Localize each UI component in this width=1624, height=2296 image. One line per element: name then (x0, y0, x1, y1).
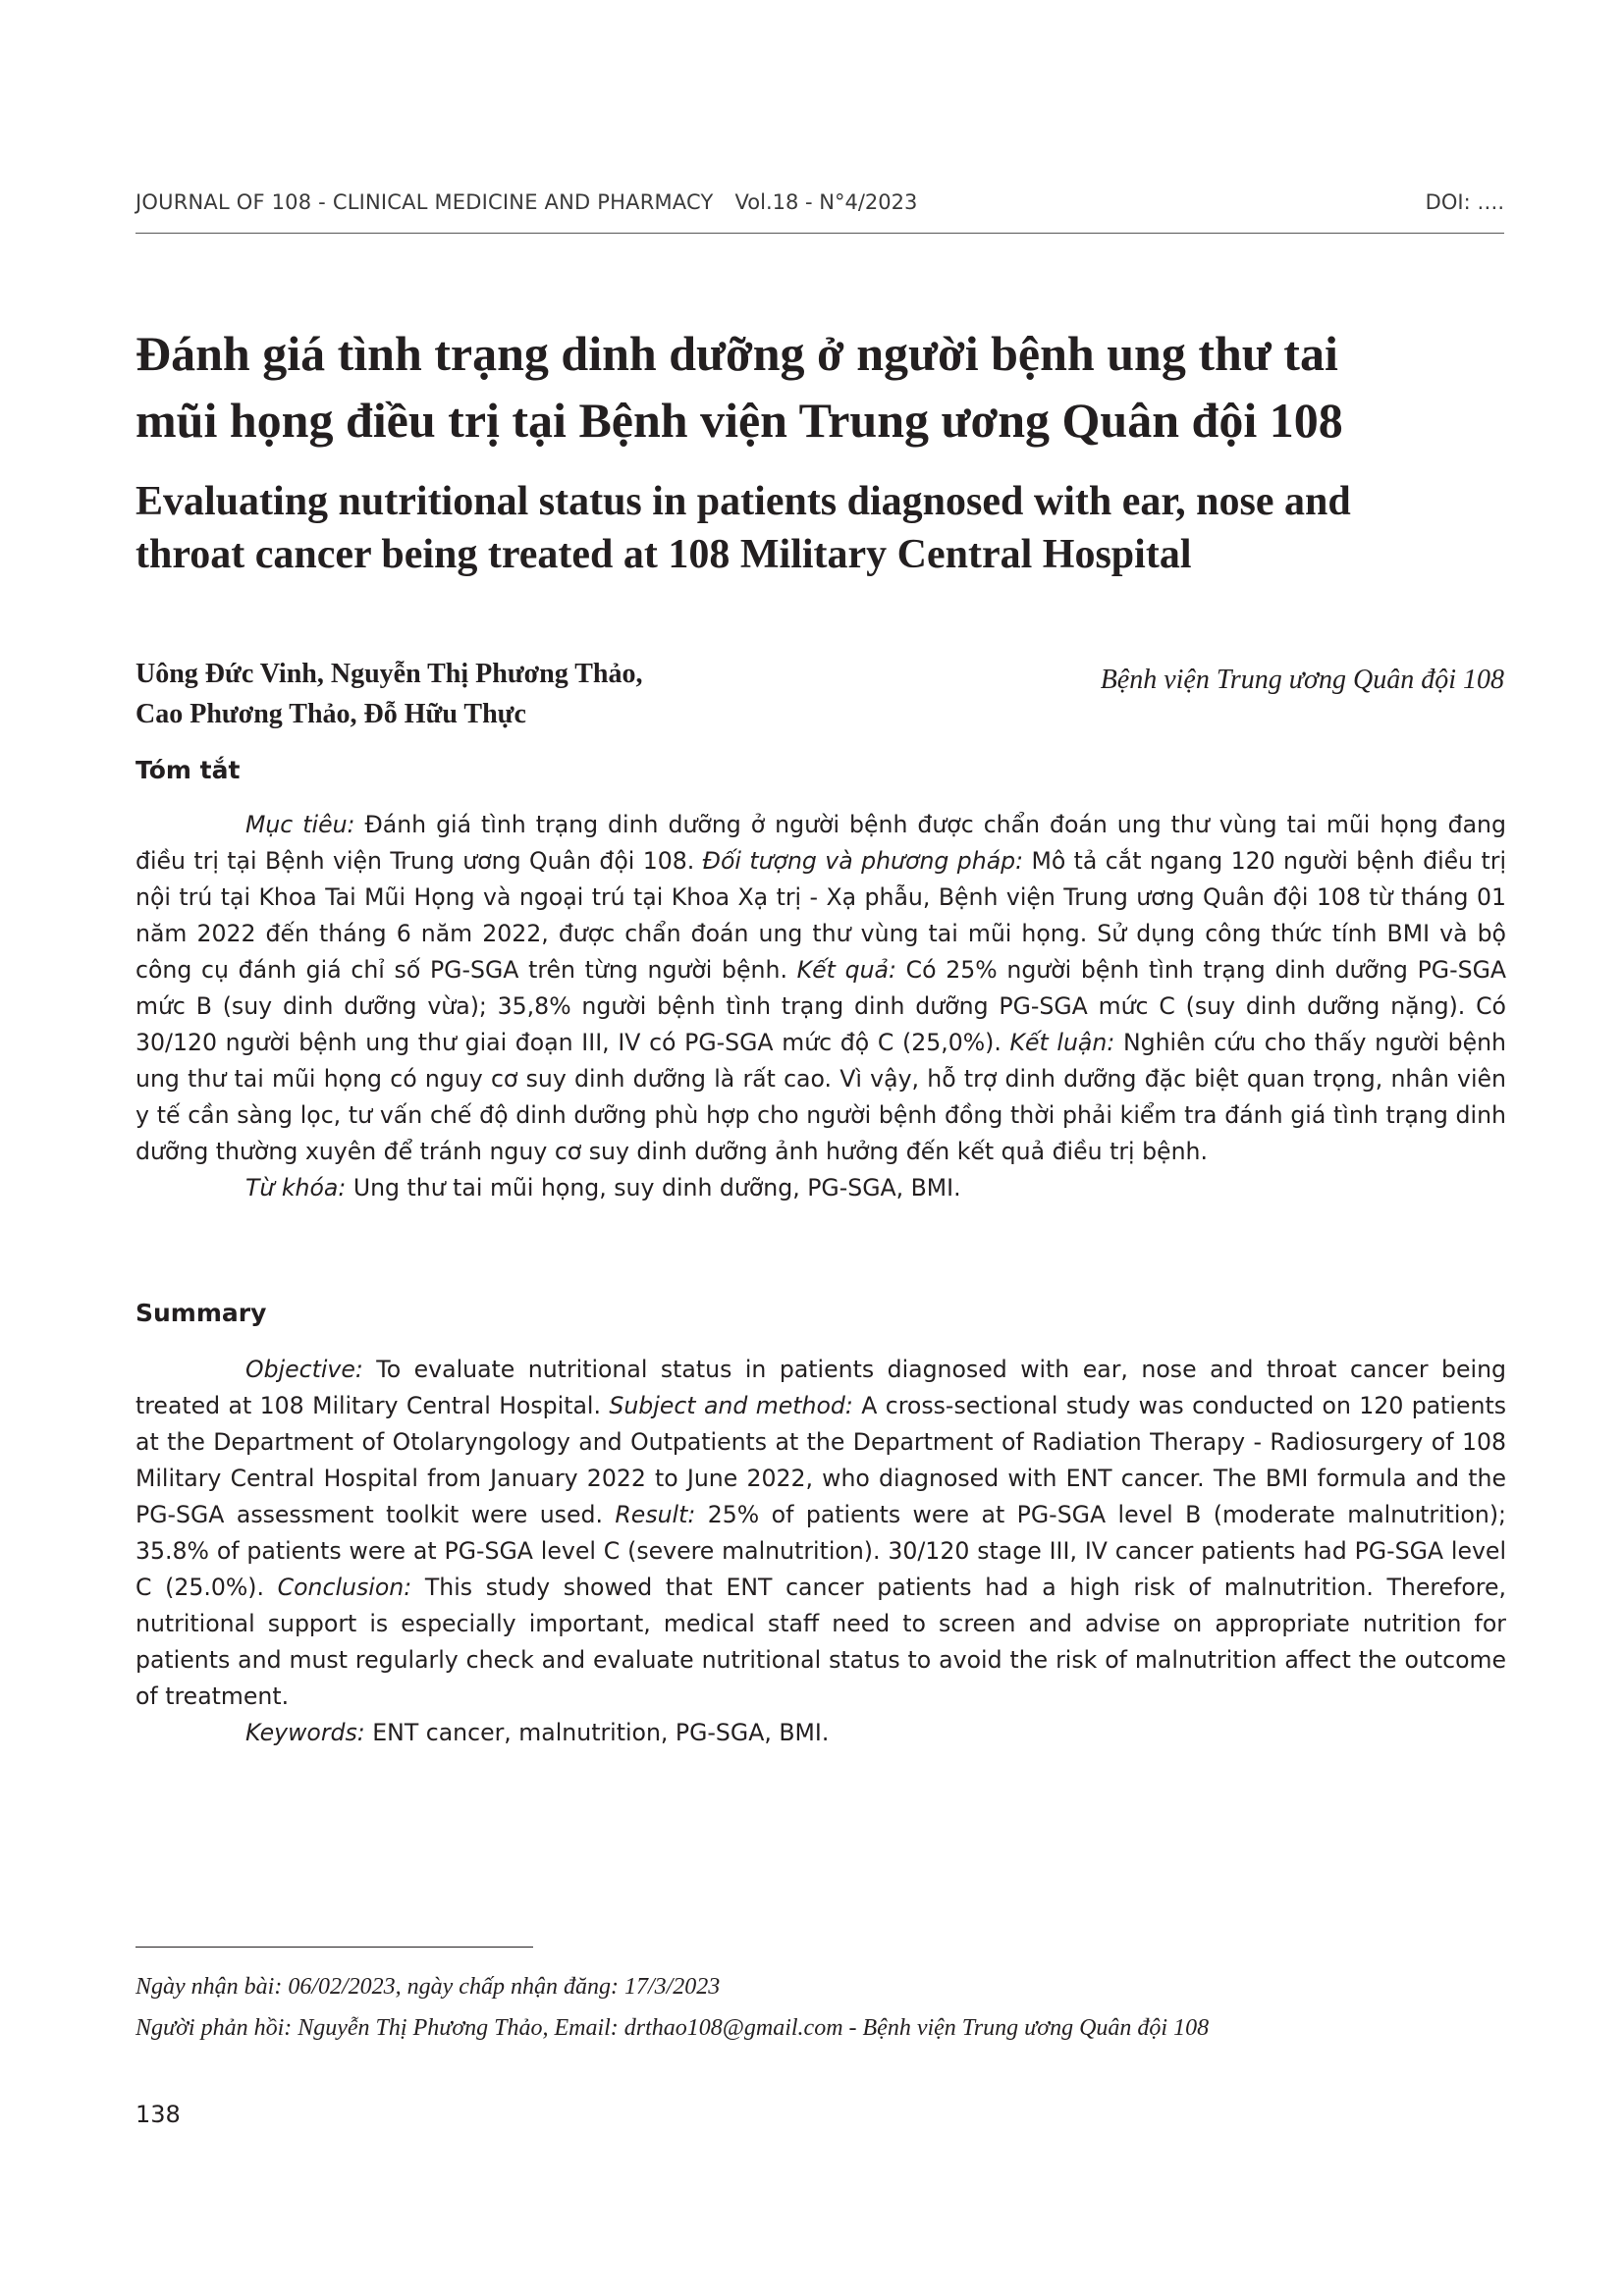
author-list (135, 654, 842, 734)
objective-label-vi: Mục tiêu: (245, 811, 355, 838)
page-number: 138 (135, 2101, 181, 2128)
keywords-label-vi: Từ khóa: (245, 1174, 347, 1201)
abstract-vi-heading: Tóm tắt (135, 756, 241, 784)
title-vi-line-2: mũi họng điều trị tại Bệnh viện Trung ương Quân đội 108 (135, 393, 1343, 448)
conclusion-text-vi: Nghiên cứu cho thấy người bệnh ung thư tai mũi họng có nguy cơ suy dinh dưỡng là rất cao. Vì vậy, hỗ trợ dinh dưỡng đặc biệt quan trọng, nhân viên y tế cần sàng lọc, tư vấn chế độ dinh dưỡng phù hợp cho người bệnh đồng thời phải kiểm tra đánh giá tình trạng dinh dưỡng thường xuyên để tránh nguy cơ suy dinh dưỡng ảnh hưởng đến kết quả điều trị bệnh. (135, 1029, 1507, 1165)
objective-text-en: To evaluate nutritional status in patients diagnosed with ear, nose and throat cancer being treated at 108 Military Central Hospital. (135, 1356, 1506, 1419)
footnote-received-dates: Ngày nhận bài: 06/02/2023, ngày chấp nhận đăng: 17/3/2023 (135, 1974, 721, 2000)
result-text-en: 25% of patients were at PG-SGA level B (moderate malnutrition); 35.8% of patients were at PG-SGA level C (severe malnutrition). 30/120 stage III, IV cancer patients had PG-SGA level C (25.0%). (135, 1501, 1506, 1601)
conclusion-label-en: Conclusion: (277, 1574, 412, 1601)
authors-line-1: Uông Đức Vinh, Nguyễn Thị Phương Thảo, (135, 659, 643, 689)
title-en-line-2: throat cancer being treated at 108 Military Central Hospital (135, 532, 1192, 577)
abstract-en-heading: Summary (135, 1299, 267, 1327)
keywords-label-en: Keywords: (245, 1719, 365, 1746)
running-header (135, 190, 1504, 214)
method-label-vi: Đối tượng và phương pháp: (702, 847, 1024, 875)
footnote-corresponding-author: Người phản hồi: Nguyễn Thị Phương Thảo, Email: drthao108@gmail.com - Bệnh viện Trung ương Quân đội 108 (135, 2015, 1210, 2041)
article-title-english (135, 475, 1504, 581)
authors-line-2: Cao Phương Thảo, Đỗ Hữu Thực (135, 699, 526, 729)
method-label-en: Subject and method: (609, 1392, 853, 1419)
article-title-vietnamese (135, 320, 1504, 454)
objective-text-vi: Đánh giá tình trạng dinh dưỡng ở người bệnh được chẩn đoán ung thư vùng tai mũi họng đang điều trị tại Bệnh viện Trung ương Quân đội 108. (135, 811, 1506, 875)
keywords-text-en: ENT cancer, malnutrition, PG-SGA, BMI. (364, 1719, 830, 1746)
journal-volume: Vol.18 - N°4/2023 (734, 190, 918, 214)
method-text-vi: Mô tả cắt ngang 120 người bệnh điều trị nội trú tại Khoa Tai Mũi Họng và ngoại trú tại Khoa Xạ trị - Xạ phẫu, Bệnh viện Trung ương Quân đội 108 từ tháng 01 năm 2022 đến tháng 6 năm 2022, được chẩn đoán ung thư vùng tai mũi họng. Sử dụng công thức tính BMI và bộ công cụ đánh giá chỉ số PG-SGA trên từng người bệnh. (135, 847, 1507, 984)
result-label-en: Result: (615, 1501, 696, 1528)
title-vi-line-1: Đánh giá tình trạng dinh dưỡng ở người bệnh ung thư tai (135, 326, 1338, 381)
author-affiliation: Bệnh viện Trung ương Quân đội 108 (1100, 665, 1504, 695)
abstract-vi-body (135, 807, 1506, 1170)
journal-name: JOURNAL OF 108 - CLINICAL MEDICINE AND PHARMACY (135, 190, 714, 214)
footnotes (135, 1966, 1504, 2049)
abstract-en-body (135, 1352, 1506, 1715)
keywords-en (135, 1715, 1506, 1751)
doi-label: DOI: …. (1425, 190, 1504, 214)
keywords-vi (135, 1170, 1506, 1206)
conclusion-label-vi: Kết luận: (1009, 1029, 1115, 1056)
objective-label-en: Objective: (245, 1356, 363, 1383)
header-divider (135, 233, 1504, 234)
result-text-vi: Có 25% người bệnh tình trạng dinh dưỡng PG-SGA mức B (suy dinh dưỡng vừa); 35,8% người bệnh tình trạng dinh dưỡng PG-SGA mức C (suy dinh dưỡng nặng). Có 30/120 người bệnh ung thư giai đoạn III, IV có PG-SGA mức độ C (25,0%). (135, 956, 1507, 1056)
result-label-vi: Kết quả: (796, 956, 896, 984)
method-text-en: A cross-sectional study was conducted on 120 patients at the Department of Otolaryngology and Outpatients at the Department of Radiation Therapy - Radiosurgery of 108 Military Central Hospital from January 2022 to June 2022, who diagnosed with ENT cancer. The BMI formula and the PG-SGA assessment toolkit were used. (135, 1392, 1506, 1528)
conclusion-text-en: This study showed that ENT cancer patients had a high risk of malnutrition. Therefore, nutritional support is especially important, medical staff need to screen and advise on appropriate nutrition for patients and must regularly check and evaluate nutritional status to avoid the risk of malnutrition affect the outcome of treatment. (135, 1574, 1506, 1710)
abstract-english (135, 1352, 1506, 1751)
footnote-divider (135, 1947, 533, 1948)
abstract-vietnamese (135, 807, 1506, 1206)
title-en-line-1: Evaluating nutritional status in patients diagnosed with ear, nose and (135, 479, 1351, 524)
keywords-text-vi: Ung thư tai mũi họng, suy dinh dưỡng, PG-SGA, BMI. (346, 1174, 961, 1201)
